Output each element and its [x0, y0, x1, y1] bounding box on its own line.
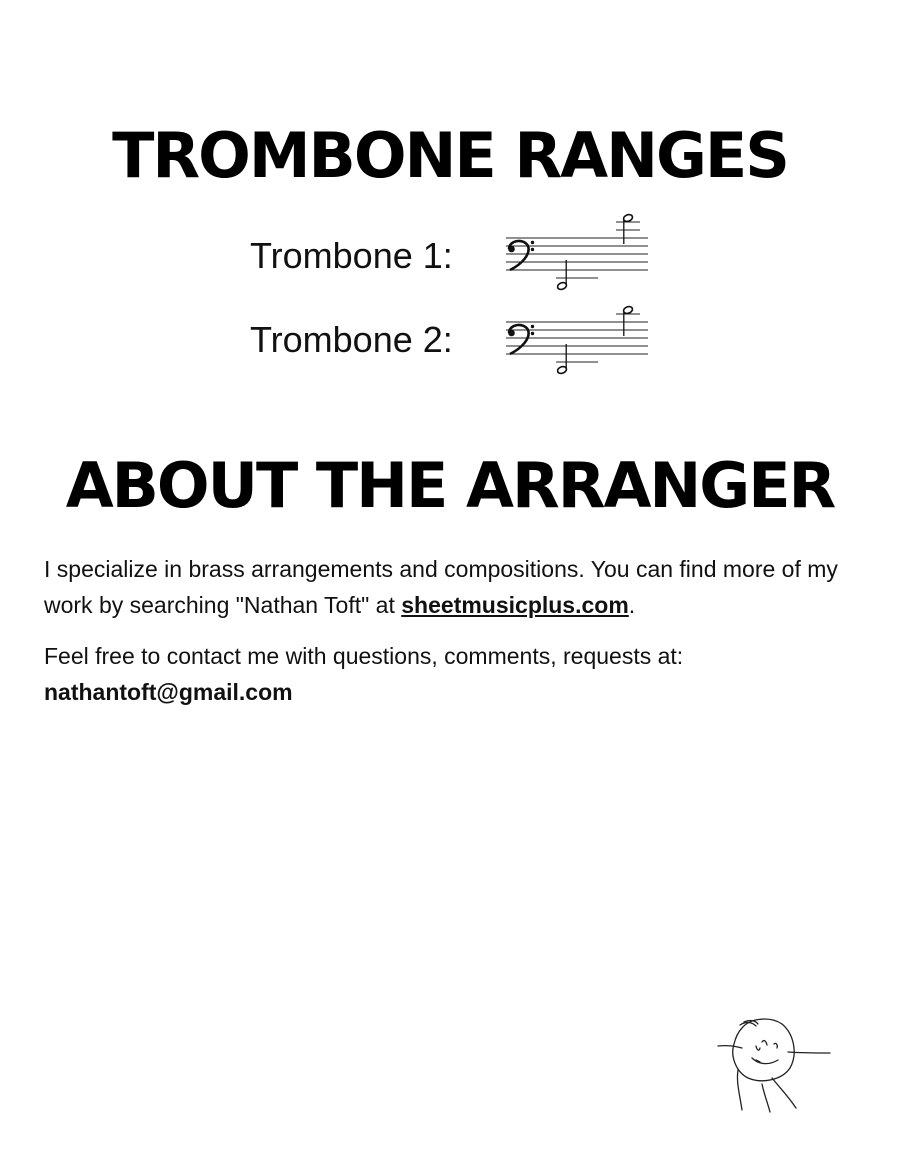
low-note-icon: [556, 260, 598, 291]
bio-text: I specialize in brass arrangements and compositions. You can find more of my work by searching "Nathan Toft" at: [44, 556, 838, 618]
low-note-icon: [556, 344, 598, 375]
email-link[interactable]: nathantoft@gmail.com: [44, 679, 293, 705]
bass-clef-icon: [508, 241, 534, 270]
contact-text: Feel free to contact me with questions, comments, requests at:: [44, 643, 684, 669]
bass-clef-icon: [508, 325, 534, 354]
bio-end: .: [628, 592, 636, 618]
trombone-1-label: Trombone 1:: [250, 235, 453, 276]
contact-paragraph: [44, 638, 864, 710]
high-note-icon: [616, 213, 640, 244]
trombone-1-range-staff: [500, 208, 650, 298]
about-heading: ABOUT THE ARRANGER: [65, 449, 835, 522]
bio-paragraph: [44, 551, 864, 623]
sheetmusicplus-link[interactable]: sheetmusicplus.com: [401, 592, 629, 618]
trombone-2-label: Trombone 2:: [250, 319, 453, 360]
high-note-icon: [616, 305, 640, 336]
trombone-2-range-staff: [500, 292, 650, 382]
ranges-heading: TROMBONE RANGES: [112, 119, 788, 192]
signature-doodle-icon: [712, 1012, 842, 1117]
